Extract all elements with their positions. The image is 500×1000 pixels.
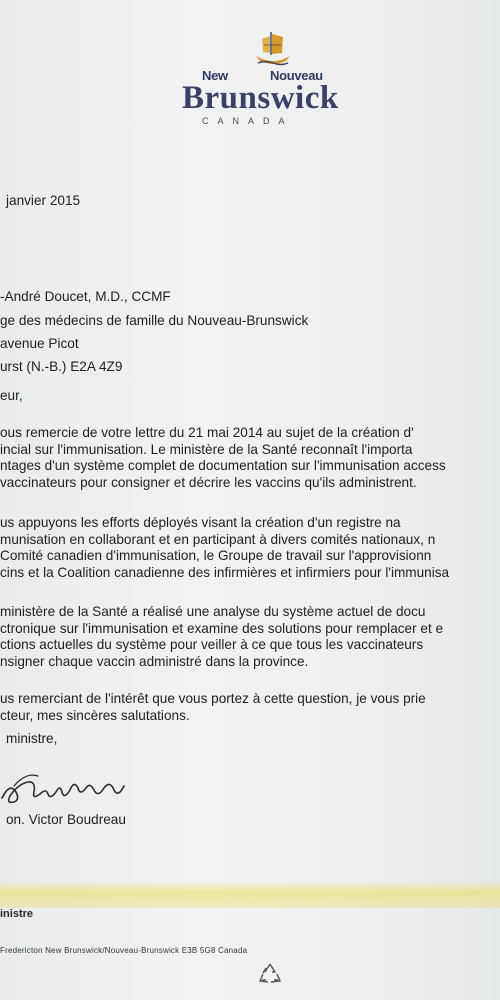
paragraph-line: us appuyons les efforts déployés visant la création d'un registre na bbox=[0, 515, 401, 530]
letterhead-logo bbox=[182, 28, 357, 126]
footer-office: inistre bbox=[0, 908, 34, 920]
paragraph-2 bbox=[0, 515, 500, 581]
paragraph-3 bbox=[0, 604, 500, 670]
letter-date: janvier 2015 bbox=[6, 193, 81, 208]
handwritten-signature bbox=[0, 762, 130, 812]
letterhead-brand: Brunswick bbox=[182, 80, 339, 116]
paragraph-line: cins et la Coalition canadienne des infirmières et infirmiers pour l'immunisa bbox=[0, 564, 450, 580]
recipient-name: -André Doucet, M.D., CCMF bbox=[0, 289, 171, 304]
paragraph-line: ous remercie de votre lettre du 21 mai 2014 au sujet de la création d' bbox=[0, 425, 414, 440]
paragraph-line: incial sur l'immunisation. Le ministère de la Santé reconnaît l'importa bbox=[0, 441, 413, 457]
paragraph-line: nsigner chaque vaccin administré dans la province. bbox=[0, 653, 309, 669]
letterhead-new: New bbox=[202, 68, 228, 83]
letterhead-nouveau: Nouveau bbox=[270, 68, 323, 83]
paragraph-line: cteur, mes sincères salutations. bbox=[0, 707, 190, 723]
paragraph-line: ctions actuelles du système pour veiller à ce que tous les vaccinateurs bbox=[0, 637, 424, 652]
recipient-street: avenue Picot bbox=[0, 336, 79, 351]
paragraph-line: Comité canadien d'immunisation, le Groupe de travail sur l'approvisionn bbox=[0, 548, 432, 563]
paragraph-line: ministère de la Santé a réalisé une analyse du système actuel de docu bbox=[0, 604, 426, 619]
ship-emblem-icon bbox=[252, 28, 294, 68]
paragraph-line: ntages d'un système complet de documentation sur l'immunisation access bbox=[0, 458, 446, 473]
closing: ministre, bbox=[6, 731, 58, 746]
salutation: eur, bbox=[0, 388, 23, 403]
paragraph-line: ctronique sur l'immunisation et examine des solutions pour remplacer et e bbox=[0, 620, 444, 636]
recycle-icon bbox=[257, 961, 283, 987]
paragraph-4 bbox=[0, 691, 500, 724]
letterhead-country: CANADA bbox=[202, 116, 294, 126]
signatory-name: on. Victor Boudreau bbox=[6, 812, 126, 827]
paragraph-line: munisation en collaborant et en participant à divers comités nationaux, n bbox=[0, 531, 436, 547]
recipient-organization: ge des médecins de famille du Nouveau-Brunswick bbox=[0, 313, 309, 328]
paragraph-line: us remerciant de l'intérêt que vous portez à cette question, je vous prie bbox=[0, 691, 426, 706]
paragraph-1 bbox=[0, 425, 500, 491]
paragraph-line: vaccinateurs pour consigner et décrire les vaccins qu'ils administrent. bbox=[0, 474, 417, 490]
footer-address: Fredericton New Brunswick/Nouveau-Brunswick E3B 5G8 Canada bbox=[0, 946, 248, 955]
recipient-city: urst (N.-B.) E2A 4Z9 bbox=[0, 359, 123, 374]
footer-accent-band bbox=[0, 880, 500, 908]
